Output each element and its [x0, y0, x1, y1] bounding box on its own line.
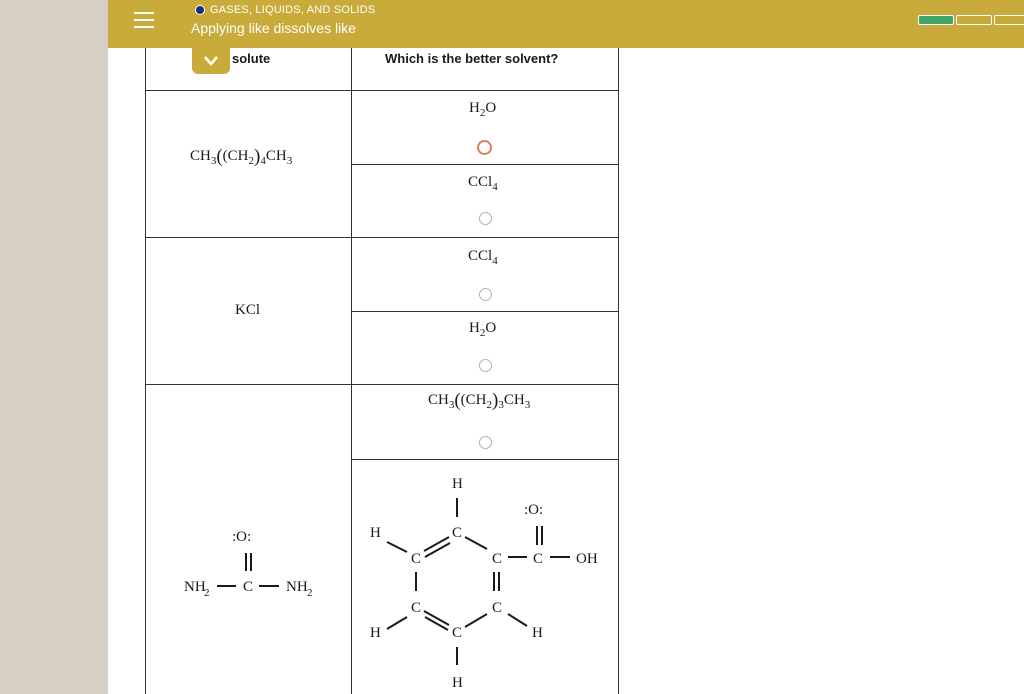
benzoic-acid-structure [370, 476, 598, 691]
svg-text:H: H [370, 525, 381, 541]
svg-text::O:: :O: [232, 529, 252, 545]
svg-text:H: H [370, 625, 381, 641]
svg-text:C: C [533, 551, 544, 567]
svg-text:NH: NH [286, 579, 308, 595]
svg-text:H: H [452, 675, 463, 691]
svg-text:OH: OH [576, 551, 598, 567]
svg-text:H: H [532, 625, 543, 641]
svg-text:2: 2 [204, 587, 210, 599]
option-pentane: $CH_3((CH_2)_3CH_3$ [428, 390, 531, 411]
svg-text:C: C [452, 625, 463, 641]
solute-hexane: $CH_3((CH_2)_4CH_3$ [190, 146, 293, 167]
svg-text:C: C [243, 579, 254, 595]
svg-text:C: C [411, 551, 422, 567]
topic-title: Applying like dissolves like [191, 20, 356, 36]
option-ccl4: CCl$_4$ [468, 174, 498, 193]
svg-text:2: 2 [307, 587, 313, 599]
column-header-solvent: Which is the better solvent? [385, 51, 559, 66]
column-header-solute: solute [232, 51, 271, 66]
module-name: GASES, LIQUIDS, AND SOLIDS [210, 4, 376, 16]
svg-text:C: C [492, 551, 503, 567]
solute-kcl: KCl [235, 302, 261, 318]
svg-text:C: C [411, 600, 422, 616]
svg-text:C: C [492, 600, 503, 616]
svg-text::O:: :O: [524, 502, 544, 518]
svg-text:H: H [452, 476, 463, 492]
svg-text:NH: NH [184, 579, 206, 595]
option-water: $H_2O$ [469, 320, 497, 339]
option-water: $H_2O$ [469, 100, 497, 119]
option-ccl4: CCl$_4$ [468, 248, 498, 267]
svg-text:C: C [452, 525, 463, 541]
urea-structure [184, 529, 313, 599]
